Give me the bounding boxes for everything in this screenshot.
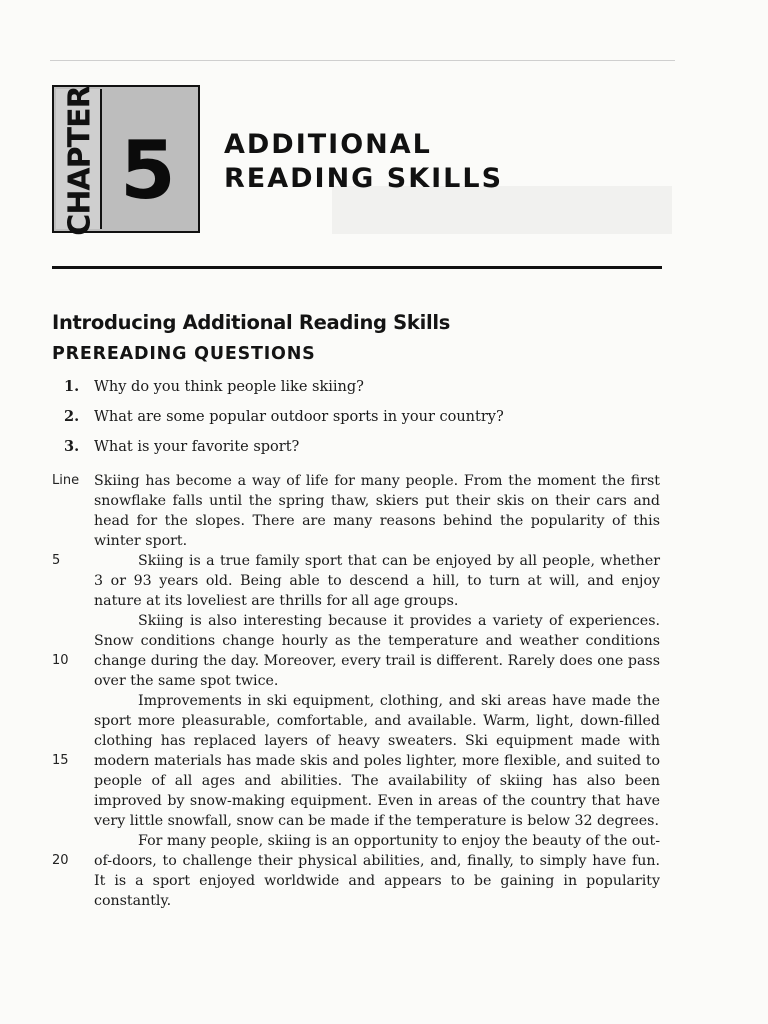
chapter-title-line-1: ADDITIONAL <box>224 129 432 160</box>
passage-paragraph: Skiing has become a way of life for many people. From the moment the first snowflake falls until the spring thaw, skiers put their skis on their cars and head for the slopes. There are many reasons behind the popularity of this winter sport. <box>94 473 660 549</box>
question-number: 1. <box>64 378 80 395</box>
passage-paragraph: Skiing is also interesting because it provides a variety of experiences. Snow conditions change hourly as the temperature and weather conditions change during the day. Moreover, every trail is different. Rarely does one pass over the same spot twice. <box>94 613 660 689</box>
page-top-rule <box>50 60 675 61</box>
reading-passage <box>94 471 660 911</box>
chapter-badge <box>52 85 200 236</box>
question-text: What is your favorite sport? <box>94 439 300 455</box>
question-number: 3. <box>64 438 80 455</box>
question-item <box>64 438 504 468</box>
question-number: 2. <box>64 408 80 425</box>
passage-paragraph: Improvements in ski equipment, clothing, and ski areas have made the sport more pleasurable, comfortable, and available. Warm, light, down-filled clothing has replaced layers of heavy sweaters. Ski equipment made with modern materials has made skis and poles lighter, more flexible, and suited to people of all ages and abilities. The availability of skiing has also been improved by snow-making equipment. Even in areas of the country that have very little snowfall, snow can be made if the temperature is below 32 degrees. <box>94 693 660 829</box>
line-number: 15 <box>52 753 69 768</box>
question-item <box>64 378 504 408</box>
passage-paragraph: Skiing is a true family sport that can be enjoyed by all people, whether 3 or 93 years old. Being able to descend a hill, to turn at will, and enjoy nature at its loveliest are thrills for all age groups. <box>94 553 660 609</box>
chapter-label-strip <box>56 86 102 236</box>
prereading-questions <box>64 378 504 468</box>
question-item <box>64 408 504 438</box>
chapter-title-line-2: READING SKILLS <box>224 163 504 194</box>
line-label: Line <box>52 473 80 488</box>
line-number: 20 <box>52 853 69 868</box>
header-divider <box>52 266 662 269</box>
prereading-heading: PREREADING QUESTIONS <box>52 344 316 364</box>
section-heading: Introducing Additional Reading Skills <box>52 311 451 334</box>
chapter-number: 5 <box>120 124 176 217</box>
chapter-label: CHAPTER <box>62 86 98 236</box>
question-text: Why do you think people like skiing? <box>94 379 364 395</box>
passage-paragraph: For many people, skiing is an opportunity to enjoy the beauty of the out-of-doors, to challenge their physical abilities, and, finally, to simply have fun. It is a sport enjoyed worldwide and appears to be gaining in popularity constantly. <box>94 833 660 909</box>
chapter-title <box>224 128 503 196</box>
line-number: 5 <box>52 553 61 568</box>
line-number: 10 <box>52 653 69 668</box>
question-text: What are some popular outdoor sports in your country? <box>94 409 504 425</box>
